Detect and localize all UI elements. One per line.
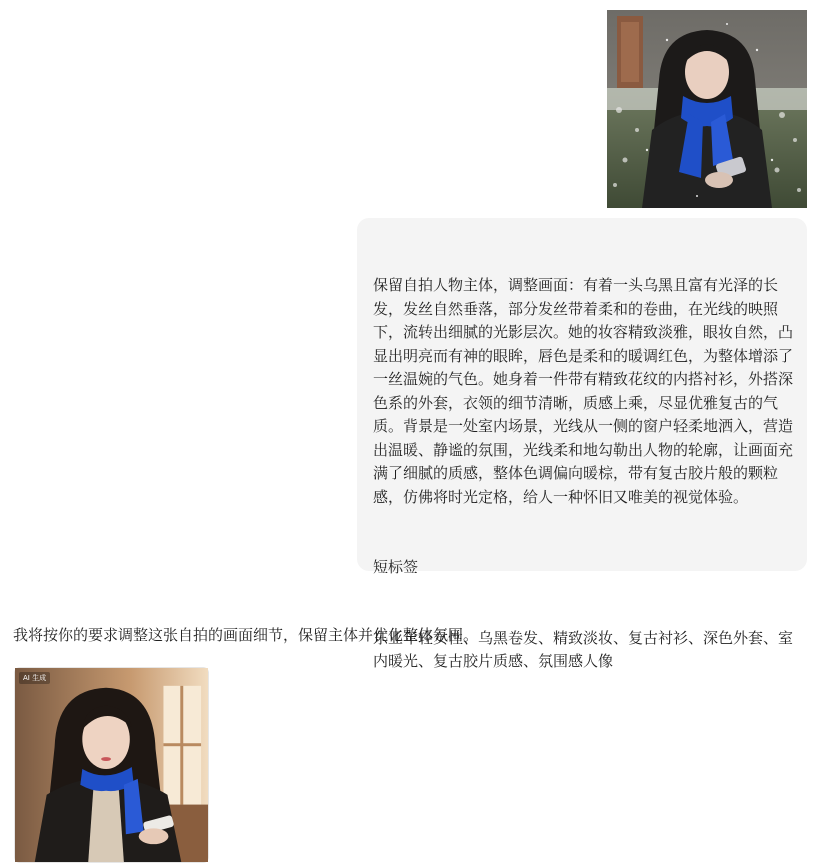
- assistant-reply-text: 我将按你的要求调整这张自拍的画面细节，保留主体并优化整体氛围。: [13, 626, 479, 644]
- snowy-portrait-illustration: [607, 10, 807, 208]
- warm-indoor-portrait-illustration: [15, 668, 208, 862]
- user-prompt-bubble: [357, 218, 807, 670]
- user-uploaded-photo[interactable]: [607, 10, 807, 208]
- short-tags-list: 东亚年轻女性、乌黑卷发、精致淡妆、复古衬衫、深色外套、室内暖光、复古胶片质感、氛围感人像: [373, 628, 794, 670]
- ai-generated-badge: AI 生成: [19, 672, 50, 684]
- generated-image[interactable]: [14, 667, 209, 863]
- short-tags-heading: 短标签: [373, 558, 419, 576]
- prompt-description: 保留自拍人物主体，调整画面：有着一头乌黑且富有光泽的长发，发丝自然垂落，部分发丝带着柔和的卷曲，在光线的映照下，流转出细腻的光影层次。她的妆容精致淡雅，眼妆自然，凸显出明亮而有神的眼眸，唇色是柔和的暖调红色，为整体增添了一丝温婉的气色。她身着一件带有精致花纹的内搭衬衫，外搭深色系的外套，衣领的细节清晰，质感上乘，尽显优雅复古的气质。背景是一处室内场景，光线从一侧的窗户轻柔地洒入，营造出温暖、静谧的氛围，光线柔和地勾勒出人物的轮廓，让画面充满了细腻的质感，整体色调偏向暖棕，带有复古胶片般的颗粒感，仿佛将时光定格，给人一种怀旧又唯美的视觉体验。: [373, 276, 794, 506]
